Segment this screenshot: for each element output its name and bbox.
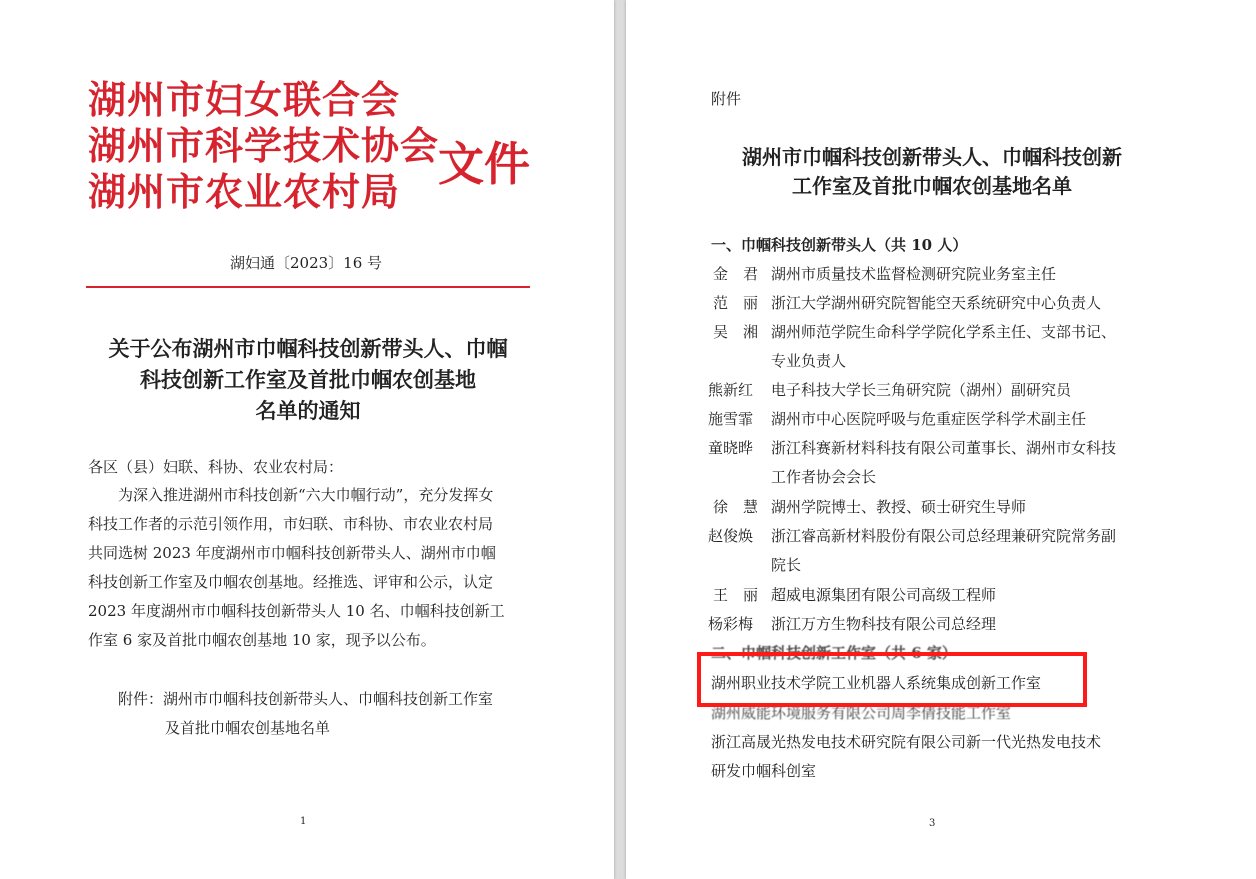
studio-entry-highlighted: 湖州职业技术学院工业机器人系统集成创新工作室 [711,674,1042,692]
section-heading-leaders: 一、巾帼科技创新带头人（共 10 人） [711,236,968,254]
notice-title-line-2: 科技创新工作室及首批巾帼农创基地 [140,367,476,392]
person-role: 浙江睿高新材料股份有限公司总经理兼研究院常务副 [771,527,1117,545]
person-role: 浙江科赛新材料科技有限公司董事长、湖州市女科技 [771,439,1117,457]
person-name: 金 君 [713,265,759,283]
person-name: 徐 慧 [713,498,759,516]
attachment-note-line-1: 附件：湖州市巾帼科技创新带头人、巾帼科技创新工作室 [118,690,494,708]
person-name: 范 丽 [713,294,759,312]
body-line: 为深入推进湖州市科技创新“六大巾帼行动”，充分发挥女 [118,486,494,504]
document-number: 湖妇通〔2023〕16 号 [230,254,383,272]
body-line: 共同选树 2023 年度湖州市巾帼科技创新带头人、湖州市巾帼 [88,544,496,562]
notice-title-line-3: 名单的通知 [255,398,361,423]
person-role: 电子科技大学长三角研究院（湖州）副研究员 [771,381,1072,399]
person-role-continued: 工作者协会会长 [771,468,877,486]
salutation: 各区（县）妇联、科协、农业农村局： [88,458,344,476]
document-type-label: 文件 [438,137,530,191]
body-line: 2023 年度湖州市巾帼科技创新带头人 10 名、巾帼科技创新工 [88,602,505,620]
person-role-continued: 院长 [771,556,802,574]
person-role: 湖州师范学院生命科学学院化学系主任、支部书记、 [771,323,1117,341]
studio-entry: 浙江高晟光热发电技术研究院有限公司新一代光热发电技术 [711,733,1102,751]
studio-entry: 湖州威能环境服务有限公司周李倩技能工作室 [711,704,1012,722]
person-role: 浙江大学湖州研究院智能空天系统研究中心负责人 [771,294,1102,312]
red-highlight-box [697,652,1087,707]
person-role: 湖州市质量技术监督检测研究院业务室主任 [771,265,1057,283]
person-name: 熊新红 [708,381,754,399]
person-role: 湖州市中心医院呼吸与危重症医学科学术副主任 [771,410,1087,428]
person-role-continued: 专业负责人 [771,352,847,370]
notice-title-line-1: 关于公布湖州市巾帼科技创新带头人、巾帼 [108,336,508,361]
person-role: 超威电源集团有限公司高级工程师 [771,586,997,604]
red-divider-line [86,286,530,288]
document-page-left [0,0,614,879]
list-title-line-2: 工作室及首批巾帼农创基地名单 [792,174,1072,198]
page-number: 1 [300,816,307,827]
org-name-agriculture-bureau: 湖州市农业农村局 [88,169,401,214]
person-name: 王 丽 [713,586,759,604]
body-line: 科技创新工作室及巾帼农创基地。经推选、评审和公示，认定 [88,573,494,591]
person-role: 湖州学院博士、教授、硕士研究生导师 [771,498,1027,516]
body-line: 科技工作者的示范引领作用，市妇联、市科协、市农业农村局 [88,515,494,533]
org-name-science-association: 湖州市科学技术协会 [88,123,440,168]
person-name: 童晓晔 [708,439,754,457]
person-name: 赵俊焕 [708,527,754,545]
person-name: 施雪霏 [708,410,754,428]
body-line: 作室 6 家及首批巾帼农创基地 10 家，现予以公布。 [88,631,436,649]
attachment-label: 附件 [711,90,742,108]
person-name: 吴 湘 [713,323,759,341]
person-name: 杨彩梅 [708,615,754,633]
attachment-note-line-2: 及首批巾帼农创基地名单 [165,719,331,737]
section-heading-studios: 二、巾帼科技创新工作室（共 6 家） [711,644,957,662]
org-name-womens-federation: 湖州市妇女联合会 [88,77,401,122]
list-title-line-1: 湖州市巾帼科技创新带头人、巾帼科技创新 [742,145,1122,169]
page-number: 3 [929,818,936,829]
person-role: 浙江万方生物科技有限公司总经理 [771,615,997,633]
studio-entry: 研发巾帼科创室 [711,762,817,780]
